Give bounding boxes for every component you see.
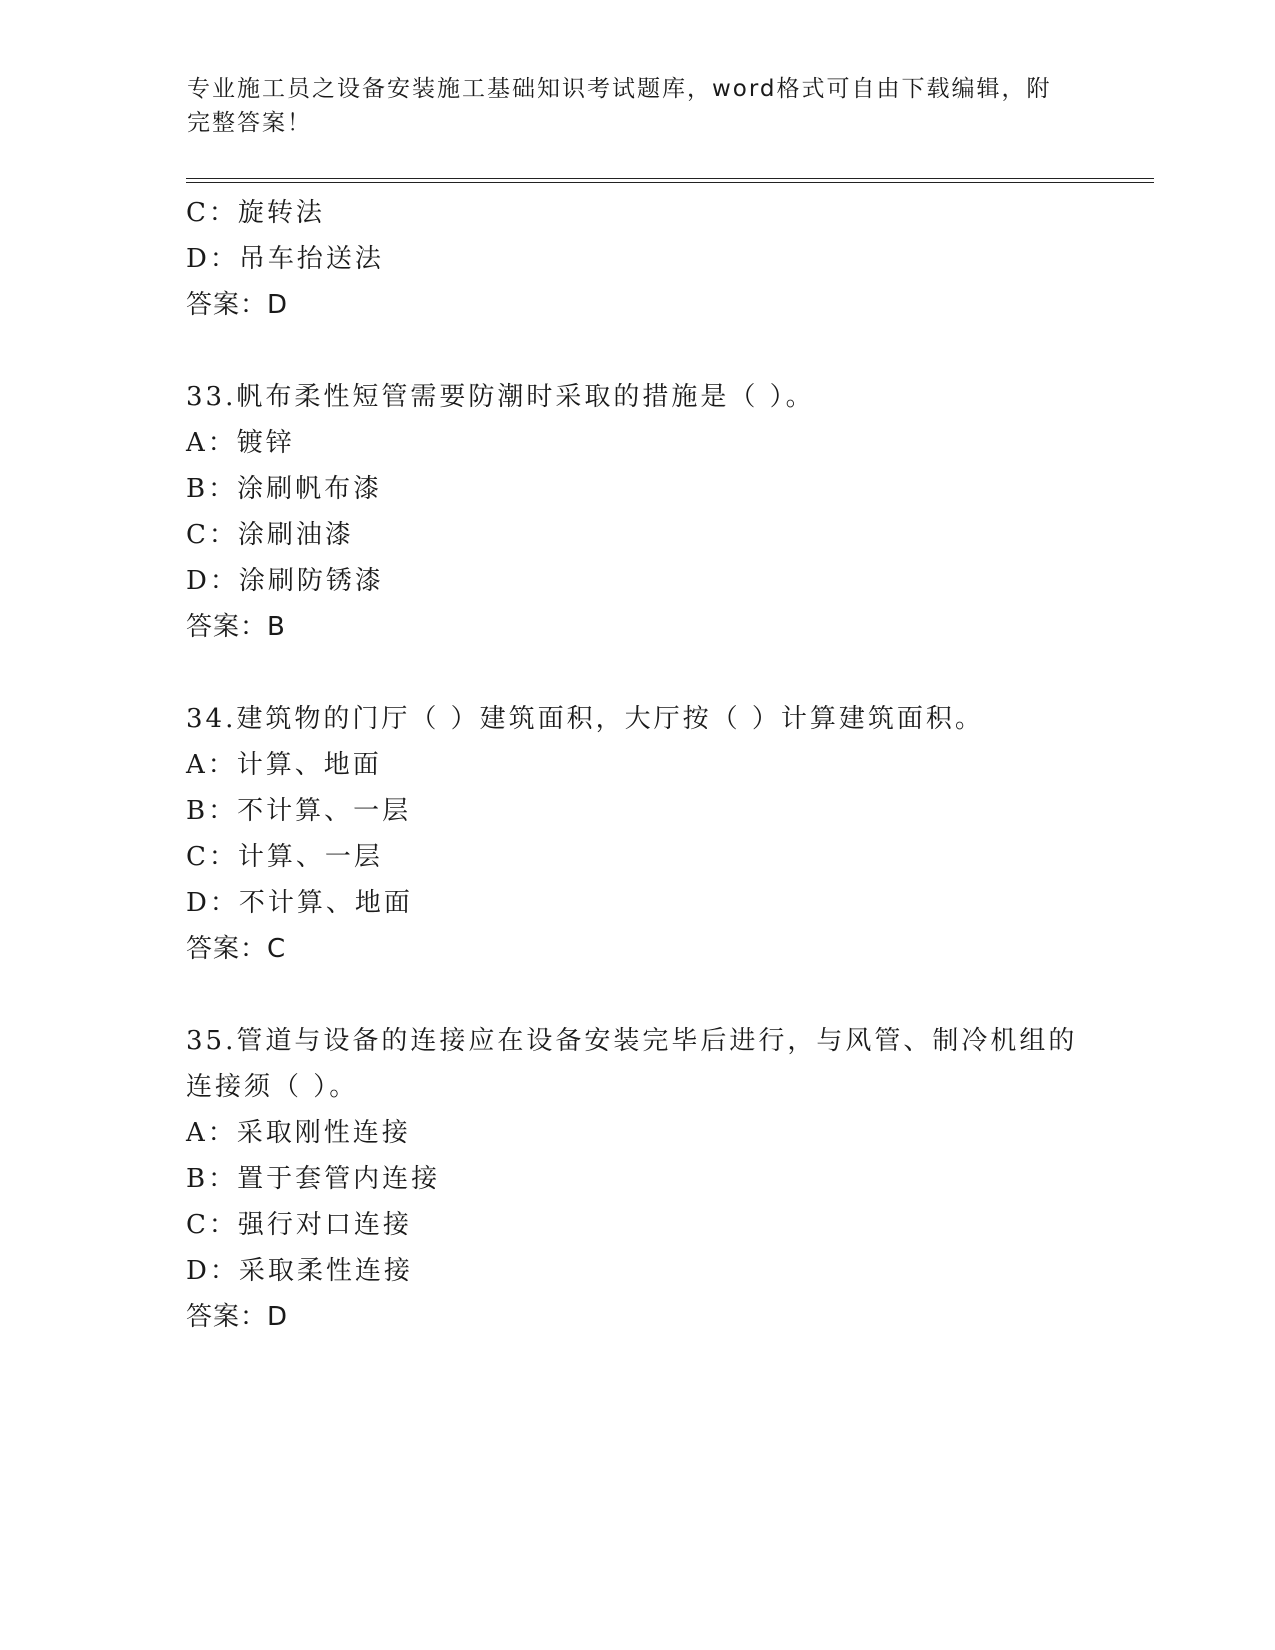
question-stem: 33.帆布柔性短管需要防潮时采取的措施是（ ）。 [186, 382, 815, 412]
question-stem: 35.管道与设备的连接应在设备安装完毕后进行，与风管、制冷机组的连接须（ ）。 [186, 1026, 1078, 1102]
option-c: C：涂刷油漆 [186, 520, 354, 550]
option-d: D：不计算、地面 [186, 888, 413, 918]
question-block-prev [186, 190, 1086, 328]
question-block-34 [186, 696, 1086, 972]
option-b: B：涂刷帆布漆 [186, 474, 383, 504]
option-c: C：旋转法 [186, 198, 325, 228]
option-d: D：吊车抬送法 [186, 244, 384, 274]
answer-line: 答案：B [186, 612, 286, 642]
header-divider [186, 178, 1154, 183]
option-b: B：不计算、一层 [186, 796, 412, 826]
question-stem: 34.建筑物的门厅（ ）建筑面积，大厅按（ ）计算建筑面积。 [186, 704, 984, 734]
answer-line: 答案：C [186, 934, 287, 964]
answer-line: 答案：D [186, 290, 289, 320]
option-b: B：置于套管内连接 [186, 1164, 441, 1194]
option-d: D：涂刷防锈漆 [186, 566, 384, 596]
option-d: D：采取柔性连接 [186, 1256, 413, 1286]
question-block-35 [186, 1018, 1086, 1340]
page-header: 专业施工员之设备安装施工基础知识考试题库，word格式可自由下载编辑，附完整答案！ [187, 76, 1052, 136]
option-c: C：强行对口连接 [186, 1210, 412, 1240]
option-a: A：镀锌 [186, 428, 295, 458]
document-body [186, 190, 1086, 1340]
option-a: A：采取刚性连接 [186, 1118, 411, 1148]
question-block-33 [186, 374, 1086, 650]
answer-line: 答案：D [186, 1302, 289, 1332]
option-c: C：计算、一层 [186, 842, 383, 872]
option-a: A：计算、地面 [186, 750, 382, 780]
